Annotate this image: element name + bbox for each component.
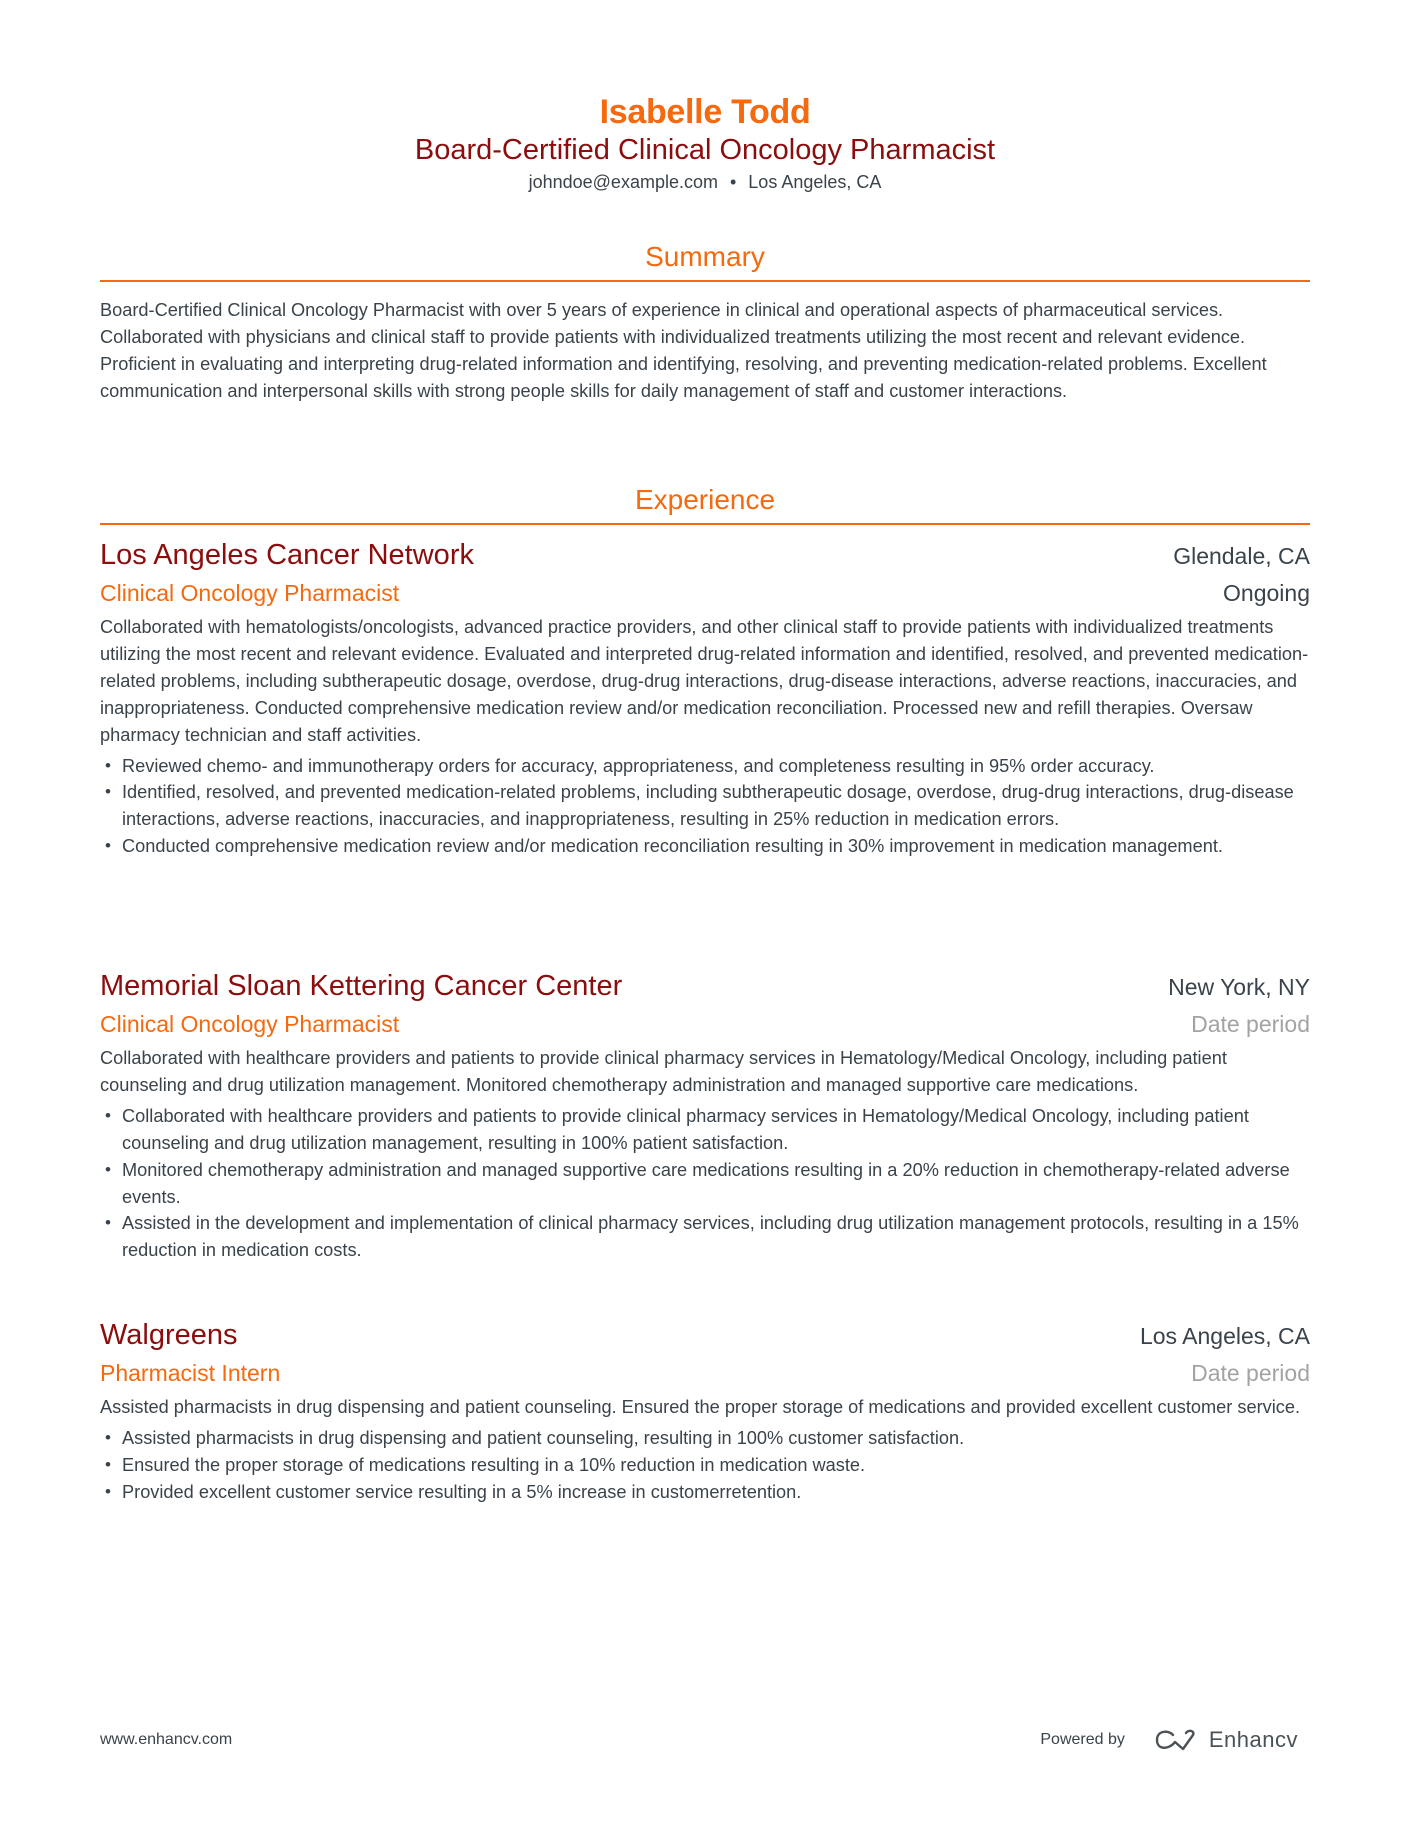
bullet-item: • Reviewed chemo- and immunotherapy orders for accuracy, appropriateness, and completeness resulting in 95% order accuracy. <box>100 753 1310 780</box>
footer-website-link[interactable]: www.enhancv.com <box>100 1731 233 1748</box>
bullet-item: • Collaborated with healthcare providers and patients to provide clinical pharmacy services in Hematology/Medical Oncology, including patient counseling and drug utilization management, resulting in 100% patient satisfaction. <box>100 1103 1310 1157</box>
job-description: Assisted pharmacists in drug dispensing and patient counseling. Ensured the proper storage of medications and provided excellent customer service. <box>100 1397 1301 1417</box>
job-title: Clinical Oncology Pharmacist <box>100 1011 400 1037</box>
job-title: Pharmacist Intern <box>100 1360 281 1386</box>
company-name: Los Angeles Cancer Network <box>100 539 474 571</box>
candidate-headline: Board-Certified Clinical Oncology Pharmacist <box>414 134 996 166</box>
bullet-item: • Assisted in the development and implementation of clinical pharmacy services, including drug utilization management protocols, resulting in a 15% reduction in medication costs. <box>100 1210 1310 1264</box>
job-header-row <box>100 1316 1310 1355</box>
job-location: Los Angeles, CA <box>1139 1323 1310 1349</box>
experience-entry <box>100 536 1310 860</box>
job-description: Collaborated with healthcare providers and patients to provide clinical pharmacy services in Hematology/Medical Oncology, including patient counseling and drug utilization management. Monitored chemotherapy administration and managed supportive care medications. <box>100 1048 1227 1095</box>
bullet-item: • Provided excellent customer service resulting in a 5% increase in customerretention. <box>100 1479 1310 1506</box>
job-role-row <box>100 1006 1310 1042</box>
summary-section <box>100 297 1310 405</box>
summary-heading: Summary <box>645 241 765 272</box>
job-location: Glendale, CA <box>1173 543 1310 569</box>
experience-divider <box>100 523 1310 525</box>
summary-divider <box>100 280 1310 282</box>
brand-name[interactable]: Enhancv <box>1208 1727 1298 1752</box>
contact-line <box>100 170 1310 194</box>
job-header-row <box>100 967 1310 1006</box>
experience-entry <box>100 1316 1310 1506</box>
bullet-item: • Monitored chemotherapy administration and managed supportive care medications resulting in a 20% reduction in chemotherapy-related adverse events. <box>100 1157 1310 1211</box>
bullet-item: • Assisted pharmacists in drug dispensing and patient counseling, resulting in 100% customer satisfaction. <box>100 1425 1310 1452</box>
job-date: Ongoing <box>1223 580 1310 606</box>
location: Los Angeles, CA <box>748 172 882 192</box>
job-title: Clinical Oncology Pharmacist <box>100 580 400 606</box>
candidate-name: Isabelle Todd <box>599 93 811 131</box>
summary-text: Board-Certified Clinical Oncology Pharmacist with over 5 years of experience in clinical and operational aspects of pharmaceutical services. Collaborated with physicians and clinical staff to provide patients with individualized treatments utilizing the most recent and relevant evidence. Proficient in evaluating and interpreting drug-related information and identifying, resolving, and preventing medication-related problems. Excellent communication and interpersonal skills with strong people skills for daily management of staff and customer interactions. <box>100 300 1267 401</box>
job-bullets <box>100 1425 1310 1506</box>
job-header-row <box>100 536 1310 575</box>
resume-page <box>100 0 1310 1826</box>
job-bullets <box>100 753 1310 861</box>
page-footer <box>100 1727 1310 1757</box>
job-bullets <box>100 1103 1310 1264</box>
company-name: Walgreens <box>100 1319 238 1351</box>
resume-header <box>100 92 1310 194</box>
bullet-item: • Ensured the proper storage of medications resulting in a 10% reduction in medication waste. <box>100 1452 1310 1479</box>
job-role-row <box>100 1355 1310 1391</box>
job-role-row <box>100 575 1310 611</box>
job-date: Date period <box>1191 1011 1310 1037</box>
enhancv-logo-icon <box>1153 1728 1199 1752</box>
job-date: Date period <box>1191 1360 1310 1386</box>
bullet-item: • Conducted comprehensive medication review and/or medication reconciliation resulting in 30% improvement in medication management. <box>100 833 1310 860</box>
powered-by-label: Powered by <box>1040 1731 1125 1748</box>
bullet-item: • Identified, resolved, and prevented medication-related problems, including subtherapeutic dosage, overdose, drug-drug interactions, drug-disease interactions, adverse reactions, inaccuracies, and inappropriateness, resulting in 25% reduction in medication errors. <box>100 779 1310 833</box>
experience-heading: Experience <box>634 484 776 515</box>
job-description: Collaborated with hematologists/oncologists, advanced practice providers, and other clinical staff to provide patients with individualized treatments utilizing the most recent and relevant evidence. Evaluated and interpreted drug-related information and identified, resolved, and prevented medication-related problems, including subtherapeutic dosage, overdose, drug-drug interactions, drug-disease interactions, adverse reactions, inaccuracies, and inappropriateness. Conducted comprehensive medication review and/or medication reconciliation. Processed new and refill therapies. Oversaw pharmacy technician and staff activities. <box>100 617 1309 745</box>
experience-entry <box>100 967 1310 1264</box>
job-location: New York, NY <box>1168 974 1310 1000</box>
contact-separator: • <box>729 172 737 192</box>
email[interactable]: johndoe@example.com <box>528 172 718 192</box>
powered-by <box>1040 1727 1298 1753</box>
company-name: Memorial Sloan Kettering Cancer Center <box>100 970 623 1002</box>
